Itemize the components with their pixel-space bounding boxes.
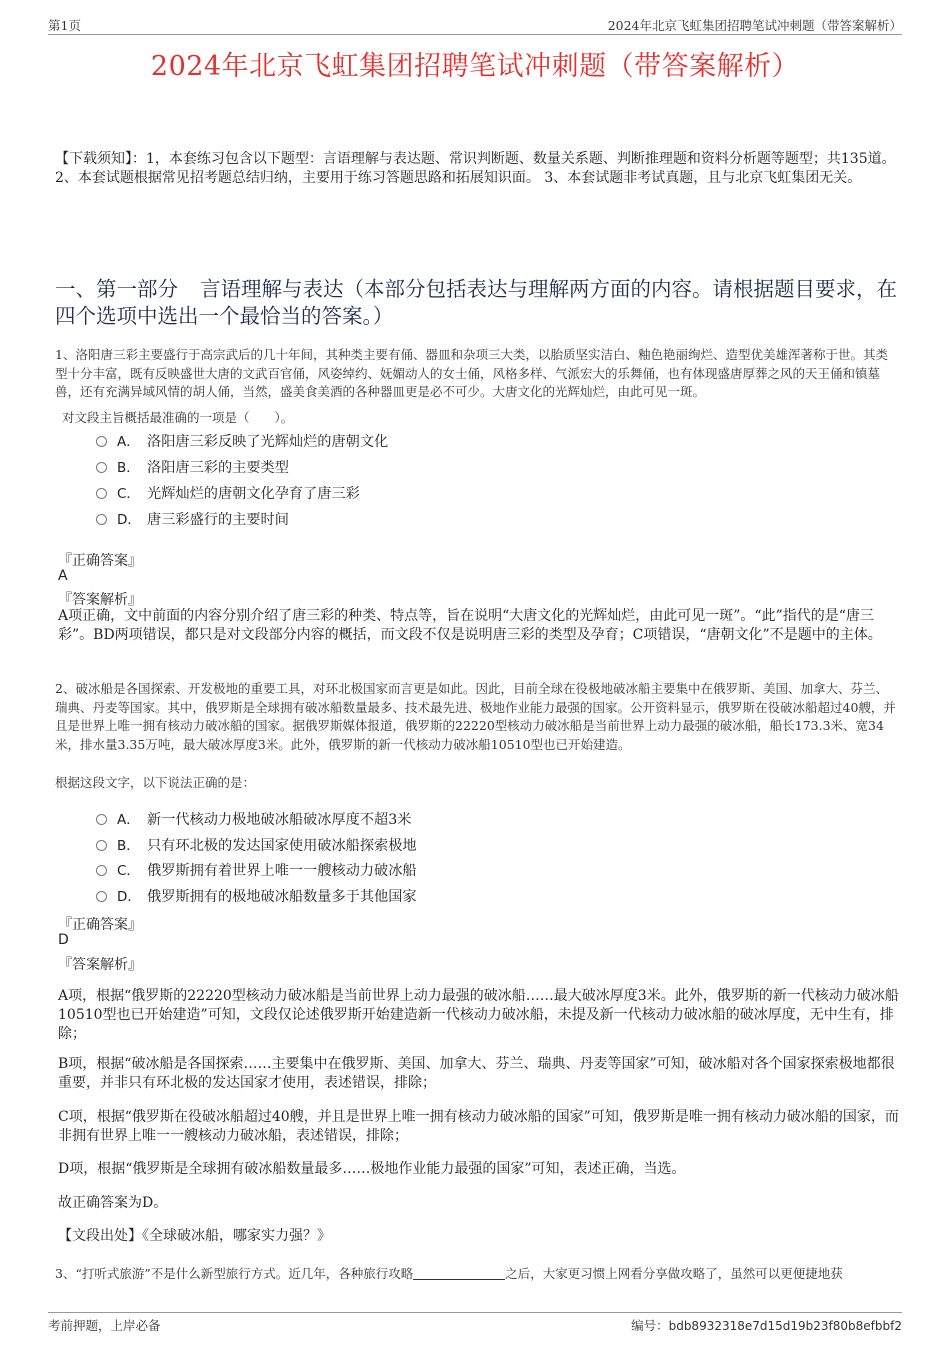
radio-icon[interactable] <box>96 436 107 447</box>
page-number: 第1页 <box>48 18 81 33</box>
section-number: 一、第一部分 <box>55 277 178 301</box>
footer-slogan: 考前押题，上岸必备 <box>48 1318 161 1333</box>
q1-option-a[interactable]: A． 洛阳唐三彩反映了光辉灿烂的唐朝文化 <box>96 430 388 451</box>
q2-analysis-d: D项，根据“俄罗斯是全球拥有破冰船数量最多……极地作业能力最强的国家”可知，表述正确，当选。 <box>58 1161 686 1177</box>
q1-option-b[interactable]: B． 洛阳唐三彩的主要类型 <box>96 456 289 477</box>
q2-source: 【文段出处】《全球破冰船，哪家实力强？》 <box>58 1228 331 1244</box>
q2-answer-label: 『正确答案』 <box>58 917 142 933</box>
q1-answer: A <box>58 568 68 584</box>
q2-conclusion: 故正确答案为D。 <box>58 1195 168 1211</box>
question-1-stem: 1、洛阳唐三彩主要盛行于高宗武后的几十年间，其种类主要有俑、器皿和杂项三大类，以胎质坚实洁白、釉色艳丽绚烂、造型优美雄浑著称于世。其类型十分丰富，既有反映盛世大唐的文武百官俑，风姿绰约、妩媚动人的女士俑，风格多样、气派宏大的乐舞俑，也有体现盛唐厚葬之风的天王俑和镇墓兽，还有充满异域风情的胡人俑，当然，盛美食美酒的各种器皿更是必不可少。大唐文化的光辉灿烂，由此可见一斑。 <box>55 347 888 399</box>
q1-option-d[interactable]: D． 唐三彩盛行的主要时间 <box>96 508 289 529</box>
radio-icon[interactable] <box>96 488 107 499</box>
page-footer <box>48 1312 902 1335</box>
q2-option-d[interactable]: D． 俄罗斯拥有的极地破冰船数量多于其他国家 <box>96 885 417 906</box>
q2-analysis-a: A项，根据“俄罗斯的22220型核动力破冰船是当前世界上动力最强的破冰船……最大破冰厚度3米。此外，俄罗斯的新一代核动力破冰船10510型也已开始建造”可知，文段仅论述俄罗斯开始建造新一代核动力破冰船，未提及新一代核动力破冰船的破冰厚度，无中生有，排除； <box>58 988 899 1042</box>
question-1-ask: 对文段主旨概括最准确的一项是（ ）。 <box>62 410 294 425</box>
radio-icon[interactable] <box>96 814 107 825</box>
q2-analysis-c: C项，根据“俄罗斯在役破冰船超过40艘，并且是世界上唯一拥有核动力破冰船的国家”可知，俄罗斯是唯一拥有核动力破冰船的国家，而非拥有世界上唯一一艘核动力破冰船，表述错误，排除； <box>58 1109 899 1144</box>
q2-option-a[interactable]: A． 新一代核动力极地破冰船破冰厚度不超3米 <box>96 808 411 829</box>
q2-analysis-b: B项，根据“破冰船是各国探索……主要集中在俄罗斯、美国、加拿大、芬兰、瑞典、丹麦等国家”可知，破冰船对各个国家探索极地都很重要，并非只有环北极的发达国家才使用，表述错误，排除； <box>58 1056 895 1091</box>
radio-icon[interactable] <box>96 514 107 525</box>
footer-code: 编号：bdb8932318e7d15d19b23f80b8efbbf2 <box>631 1318 902 1333</box>
page-header <box>48 14 902 35</box>
header-doc-title: 2024年北京飞虹集团招聘笔试冲刺题（带答案解析） <box>607 18 902 33</box>
q2-analysis-label: 『答案解析』 <box>58 957 142 973</box>
question-2-stem: 2、破冰船是各国探索、开发极地的重要工具，对环北极国家而言更是如此。因此，目前全球在役极地破冰船主要集中在俄罗斯、美国、加拿大、芬兰、瑞典、丹麦等国家。其中，俄罗斯是全球拥有破冰船数量最多、技术最先进、极地作业能力最强的国家。公开资料显示，俄罗斯在役破冰船超过40艘，并且是世界上唯一拥有核动力破冰船的国家。据俄罗斯媒体报道，俄罗斯的22220型核动力破冰船是当前世界上动力最强的破冰船，船长173.3米、宽34米，排水量3.35万吨，最大破冰厚度3米。此外，俄罗斯的新一代核动力破冰船10510型也已开始建造。 <box>55 681 896 752</box>
q1-analysis: A项正确，文中前面的内容分别介绍了唐三彩的种类、特点等，旨在说明“大唐文化的光辉灿烂，由此可见一斑”。“此”指代的是“唐三彩”。BD两项错误，都只是对文段部分内容的概括，而文段不仅是说明唐三彩的类型及孕育；C项错误，“唐朝文化”不是题中的主体。 <box>58 608 882 643</box>
radio-icon[interactable] <box>96 462 107 473</box>
radio-icon[interactable] <box>96 865 107 876</box>
question-3-stem: 3、“打听式旅游”不是什么新型旅行方式。近几年，各种旅行攻略 之后，大家更习惯上网看分享做攻略了，虽然可以更便捷地获 <box>55 1266 843 1281</box>
download-notice: 【下载须知】：1，本套练习包含以下题型：言语理解与表达题、常识判断题、数量关系题、判断推理题和资料分析题等题型；共135道。 2、本套试题根据常见招考题总结归纳，主要用于练习答题思路和拓展知识面。 3、本套试题非考试真题，且与北京飞虹集团无关。 <box>55 151 896 186</box>
q2-option-b[interactable]: B． 只有环北极的发达国家使用破冰船探索极地 <box>96 834 417 855</box>
q1-option-c[interactable]: C． 光辉灿烂的唐朝文化孕育了唐三彩 <box>96 482 360 503</box>
fill-blank <box>413 1267 505 1280</box>
q1-answer-label: 『正确答案』 <box>58 553 142 569</box>
q2-answer: D <box>58 932 69 948</box>
question-2-ask: 根据这段文字，以下说法正确的是： <box>55 775 256 790</box>
q1-analysis-label: 『答案解析』 <box>58 592 142 608</box>
q2-option-c[interactable]: C． 俄罗斯拥有着世界上唯一一艘核动力破冰船 <box>96 859 417 880</box>
radio-icon[interactable] <box>96 840 107 851</box>
section-text: 言语理解与表达（本部分包括表达与理解两方面的内容。请根据题目要求，在四个选项中选出一个最恰当的答案。） <box>55 277 897 328</box>
section-heading <box>55 276 900 330</box>
radio-icon[interactable] <box>96 891 107 902</box>
document-title: 2024年北京飞虹集团招聘笔试冲刺题（带答案解析） <box>150 51 800 82</box>
